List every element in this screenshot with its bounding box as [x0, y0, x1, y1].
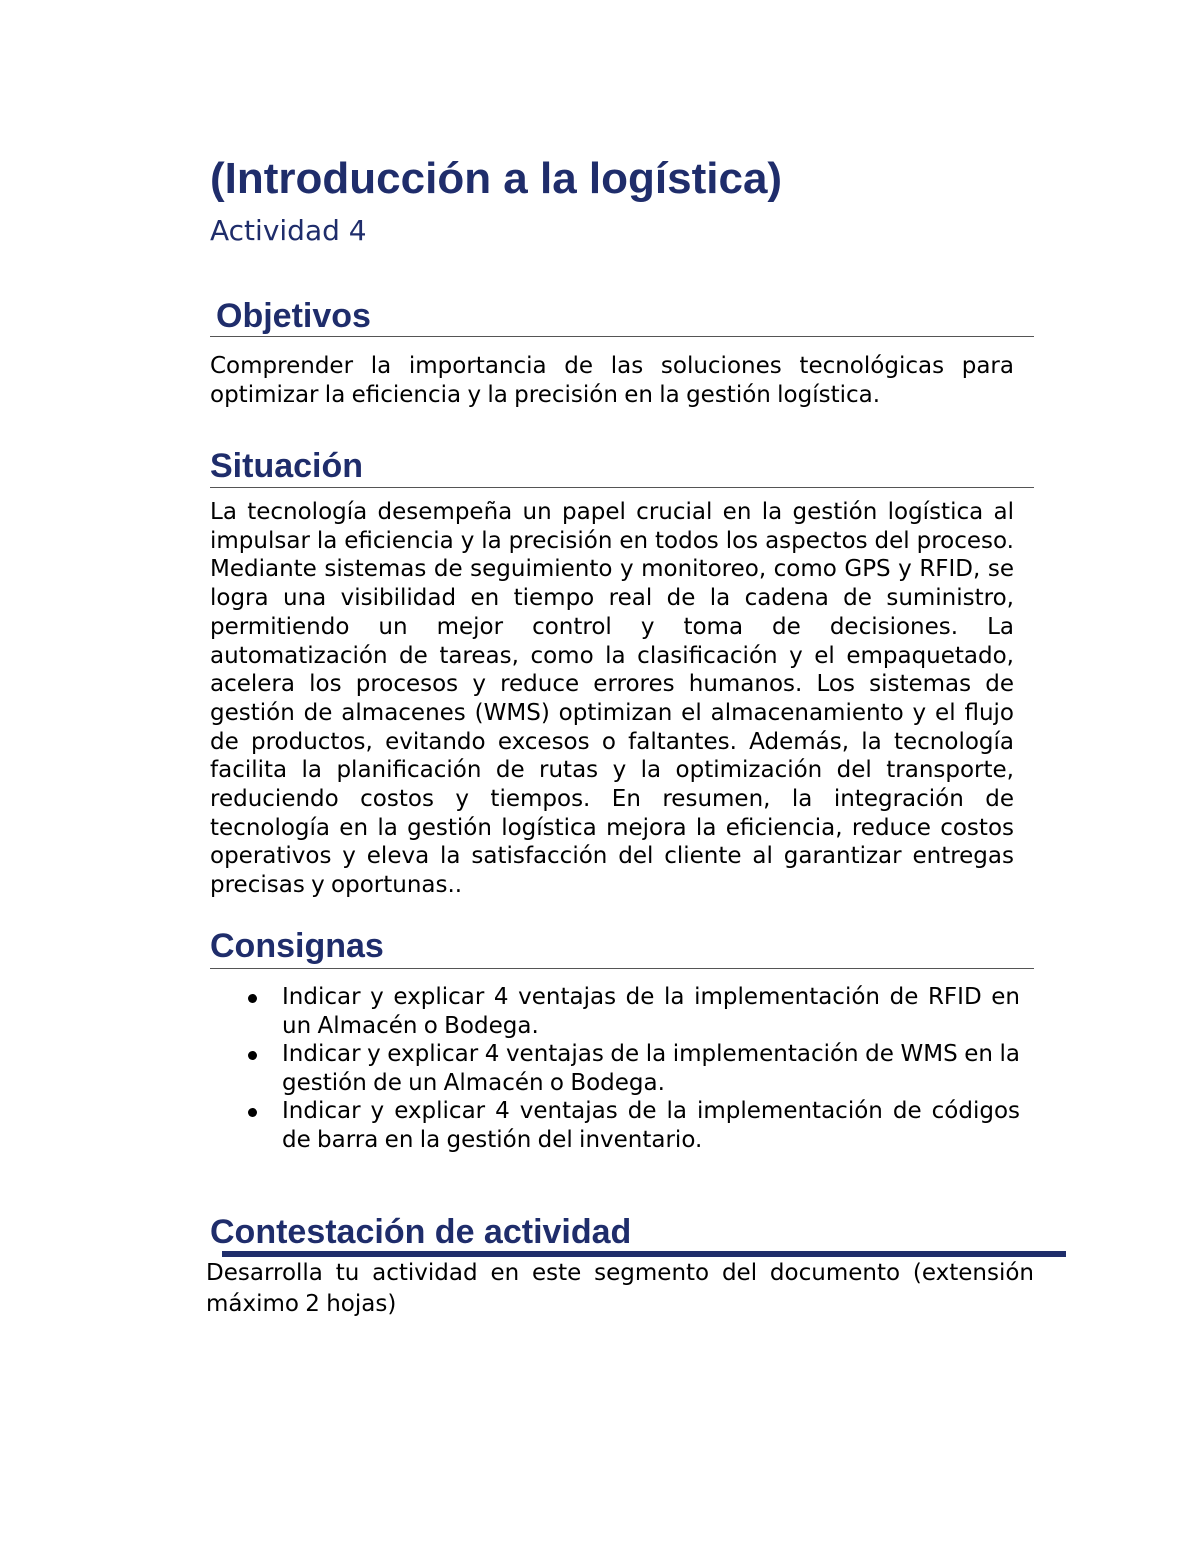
contestacion-text: Desarrolla tu actividad en este segmento del documento (extensión máximo 2 hojas) — [206, 1260, 1034, 1317]
consignas-list — [210, 983, 1020, 1155]
consignas-heading: Consignas — [210, 927, 384, 965]
document-subtitle: Actividad 4 — [210, 214, 367, 247]
consigna-item-wms — [210, 1040, 1020, 1097]
consigna-item-codigos-barra — [210, 1097, 1020, 1154]
situacion-divider — [210, 487, 1034, 488]
bullet-icon — [248, 1051, 257, 1060]
consigna-item-rfid — [210, 983, 1020, 1040]
consigna-text: Indicar y explicar 4 ventajas de la implementación de WMS en la gestión de un Almacén o Bodega. — [282, 1041, 1020, 1096]
contestacion-heading: Contestación de actividad — [210, 1213, 632, 1251]
objetivos-text: Comprender la importancia de las soluciones tecnológicas para optimizar la eficiencia y la precisión en la gestión logística. — [210, 353, 1014, 408]
contestacion-divider — [222, 1251, 1066, 1257]
objetivos-heading: Objetivos — [216, 297, 371, 335]
consigna-text: Indicar y explicar 4 ventajas de la implementación de RFID en un Almacén o Bodega. — [282, 984, 1020, 1039]
situacion-heading: Situación — [210, 447, 364, 485]
document-title: (Introducción a la logística) — [210, 154, 783, 203]
consignas-divider — [210, 968, 1034, 969]
bullet-icon — [248, 994, 257, 1003]
situacion-text: La tecnología desempeña un papel crucial en la gestión logística al impulsar la eficiencia y la precisión en todos los aspectos del proceso. Mediante sistemas de seguimiento y monitoreo, como GPS y RFID, se logra una visibilidad en tiempo real de la cadena de suministro, permitiendo un mejor control y toma de decisiones. La automatización de tareas, como la clasificación y el empaquetado, acelera los procesos y reduce errores humanos. Los sistemas de gestión de almacenes (WMS) optimizan el almacenamiento y el flujo de productos, evitando excesos o faltantes. Además, la tecnología facilita la planificación de rutas y la optimización del transporte, reduciendo costos y tiempos. En resumen, la integración de tecnología en la gestión logística mejora la eficiencia, reduce costos operativos y eleva la satisfacción del cliente al garantizar entregas precisas y oportunas.. — [210, 499, 1014, 899]
consigna-text: Indicar y explicar 4 ventajas de la implementación de códigos de barra en la gestión del inventario. — [282, 1098, 1020, 1153]
bullet-icon — [248, 1108, 257, 1117]
objetivos-divider — [210, 336, 1034, 337]
